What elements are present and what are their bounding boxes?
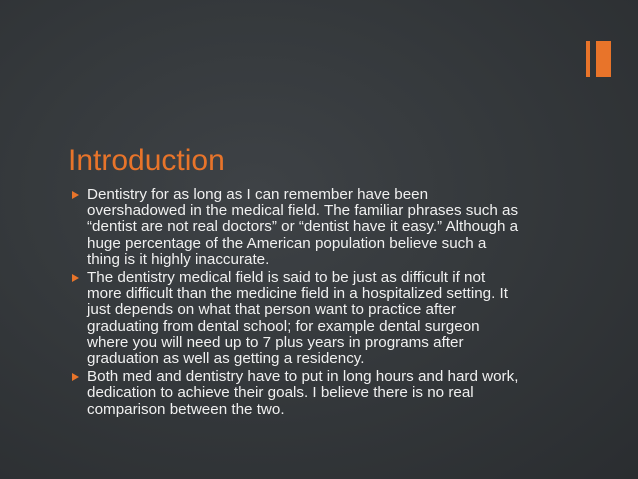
bullet-line: Dentistry for as long as I can remember have been [87,186,429,203]
slide-title: Introduction [68,144,225,177]
square-bullet-icon [72,274,79,282]
bullet-item [72,187,572,268]
bullet-line: graduating from dental school; for example dental surgeon [87,317,480,335]
bullet-line: comparison between the two. [87,400,285,418]
bullet-line: Both med and dentistry have to put in long hours and hard work, [87,368,519,386]
bullet-line: thing is it highly inaccurate. [87,250,270,268]
bullet-line: “dentist are not real doctors” or “dentist have it easy.” Although a [87,218,519,236]
bullet-item [72,369,572,418]
bullet-line: where you will need up to 7 plus years in programs after [87,333,464,351]
accent-bar-thick [596,41,611,77]
bullet-line: graduation as well as getting a residency. [87,350,365,368]
square-bullet-icon [72,191,79,199]
bullet-line: overshadowed in the medical field. The familiar phrases such as [87,202,519,220]
accent-bar-thin [586,41,590,77]
bullet-line: huge percentage of the American population believe such a [87,234,487,252]
bullet-line: The dentistry medical field is said to be just as difficult if not [87,269,486,287]
bullet-line: more difficult than the medicine field in a hospitalized setting. It [87,285,508,303]
bullet-line: just depends on what that person want to practice after [87,301,456,319]
bullet-list [72,187,572,420]
square-bullet-icon [72,373,79,381]
bullet-item [72,270,572,367]
bullet-line: dedication to achieve their goals. I believe there is no real [87,384,474,402]
